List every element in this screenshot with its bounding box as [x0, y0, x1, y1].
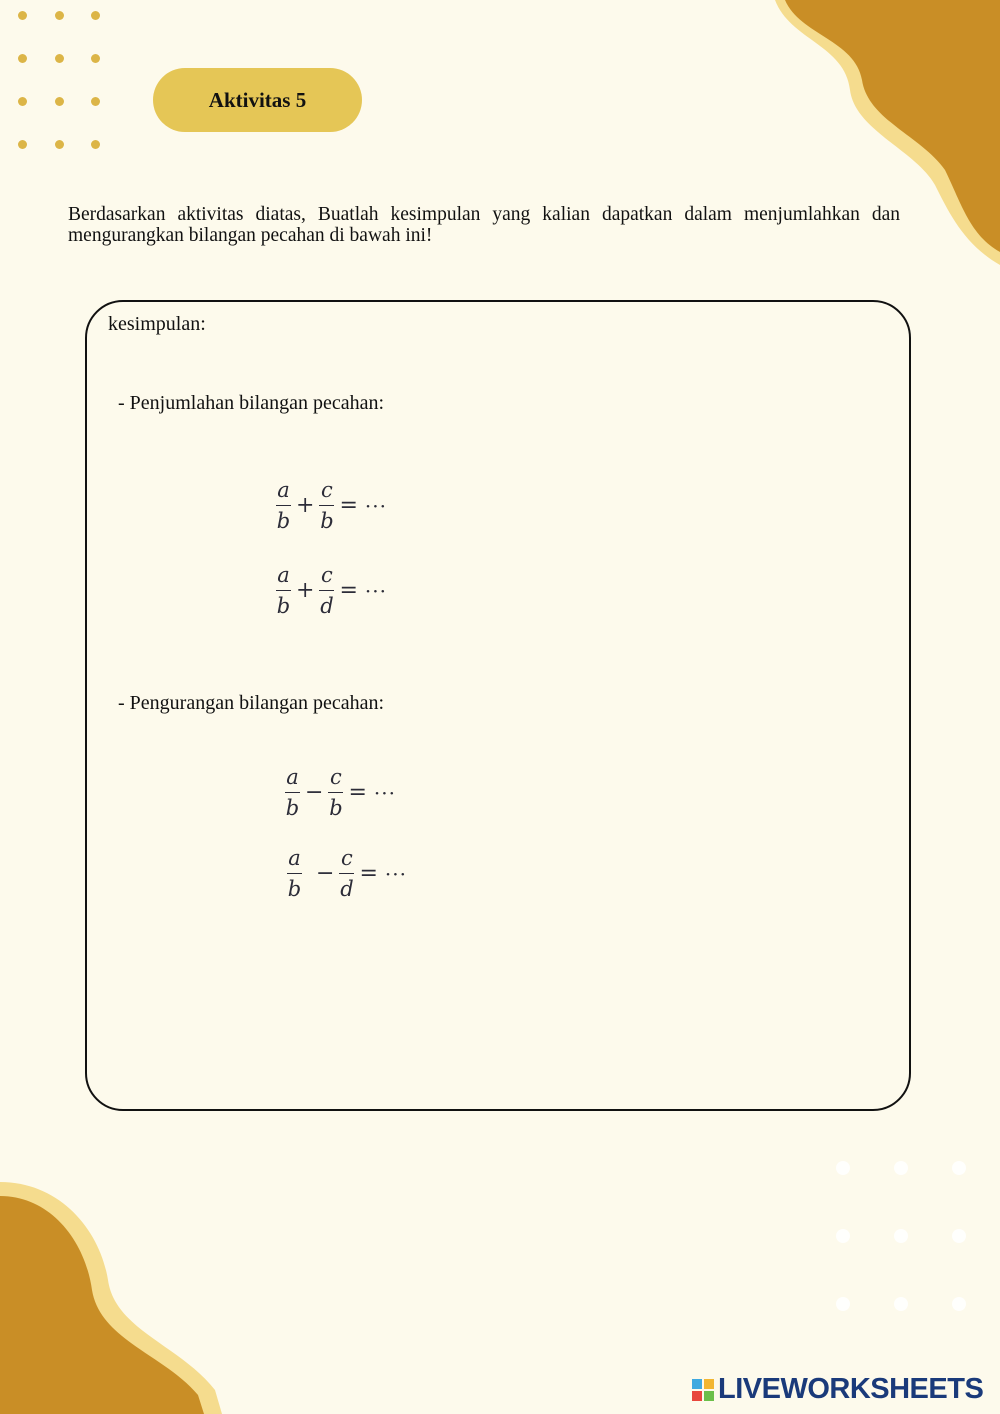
equals-sign: = — [359, 861, 378, 887]
denominator: b — [276, 509, 291, 534]
addition-formula-different-denominator — [274, 563, 387, 618]
conclusion-title: kesimpulan: — [108, 313, 206, 335]
numerator: a — [288, 846, 301, 870]
numerator: c — [321, 563, 333, 587]
denominator: d — [320, 594, 334, 619]
addition-heading: - Penjumlahan bilangan pecahan: — [118, 392, 385, 414]
denominator: b — [287, 877, 302, 902]
numerator: a — [277, 478, 290, 502]
fraction — [274, 478, 293, 533]
numerator: c — [330, 765, 342, 789]
fraction — [317, 563, 336, 618]
subtraction-formula-same-denominator — [283, 765, 396, 820]
logo-text: LIVEWORKSHEETS — [718, 1373, 984, 1405]
instruction-text: Berdasarkan aktivitas diatas, Buatlah kesimpulan yang kalian dapatkan dalam menjumlahkan dan mengurangkan bilangan pecahan di bawah ini! — [68, 204, 900, 246]
addition-formula-same-denominator — [274, 478, 387, 533]
numerator: c — [321, 478, 333, 502]
activity-badge — [153, 68, 362, 132]
plus-operator: + — [296, 578, 315, 604]
numerator: c — [341, 846, 353, 870]
numerator: a — [277, 563, 290, 587]
fraction — [326, 765, 345, 820]
answer-placeholder: ··· — [384, 861, 407, 886]
denominator: b — [329, 796, 343, 821]
equals-sign: = — [339, 578, 358, 604]
minus-operator: − — [316, 861, 335, 887]
fraction — [274, 563, 293, 618]
subtraction-heading: - Pengurangan bilangan pecahan: — [118, 692, 385, 714]
logo-icon — [692, 1379, 714, 1401]
equals-sign: = — [348, 780, 367, 806]
minus-operator: − — [305, 780, 324, 806]
denominator: b — [285, 796, 300, 821]
plus-operator: + — [296, 493, 315, 519]
equals-sign: = — [339, 493, 358, 519]
denominator: b — [320, 509, 334, 534]
subtraction-formula-different-denominator — [285, 846, 407, 901]
answer-placeholder: ··· — [364, 578, 387, 603]
denominator: d — [340, 877, 354, 902]
liveworksheets-logo[interactable] — [692, 1373, 983, 1406]
numerator: a — [286, 765, 299, 789]
fraction — [337, 846, 356, 901]
fraction — [285, 846, 304, 901]
denominator: b — [276, 594, 291, 619]
fraction — [283, 765, 302, 820]
answer-placeholder: ··· — [373, 780, 396, 805]
activity-badge-label: Aktivitas 5 — [208, 87, 307, 112]
answer-placeholder: ··· — [364, 493, 387, 518]
fraction — [317, 478, 336, 533]
